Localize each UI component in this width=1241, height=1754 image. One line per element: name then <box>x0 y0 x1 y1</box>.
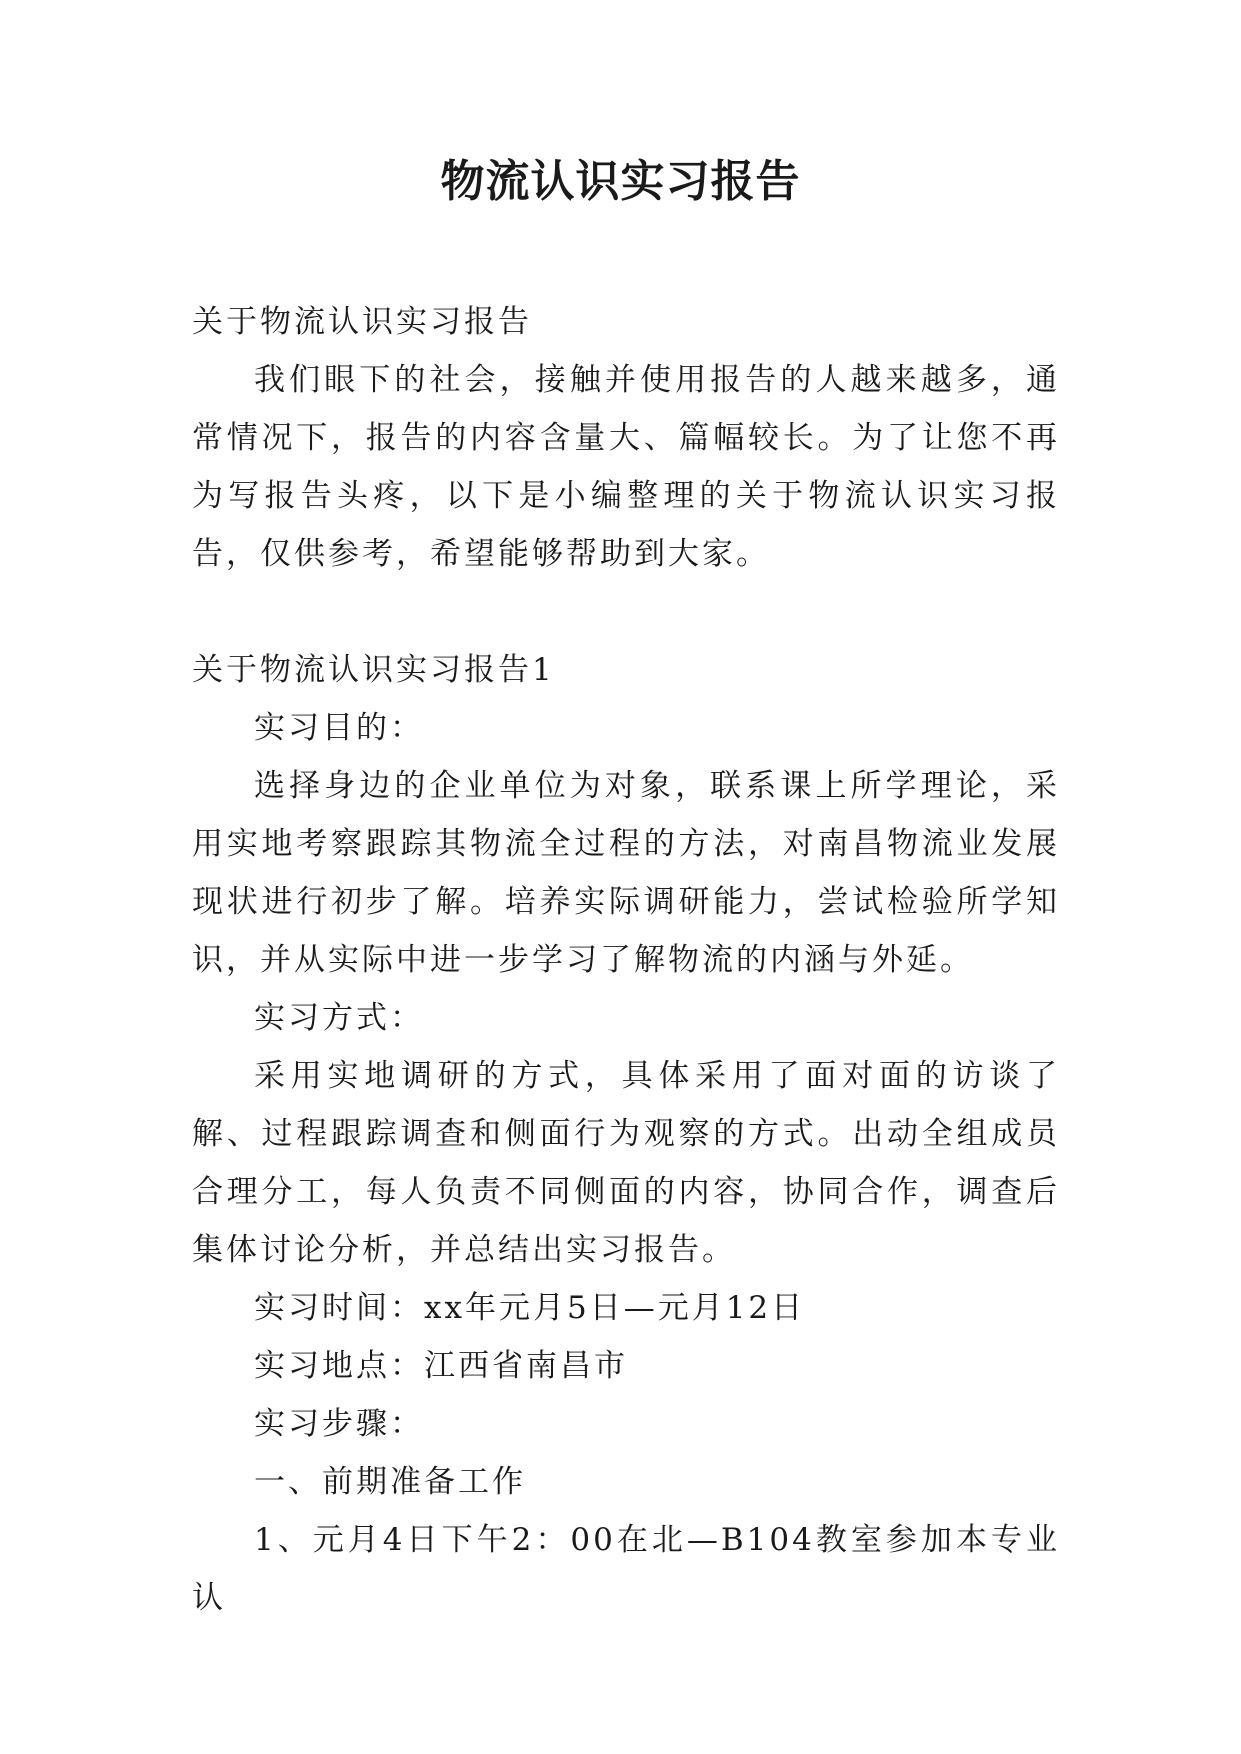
purpose-paragraph: 选择身边的企业单位为对象，联系课上所学理论，采用实地考察跟踪其物流全过程的方法，对南昌物流业发展现状进行初步了解。培养实际调研能力，尝试检验所学知识，并从实际中进一步学习了解物流的内涵与外延。 <box>192 768 1060 978</box>
steps-label: 实习步骤： <box>254 1406 424 1442</box>
section-heading: 关于物流认识实习报告 <box>192 304 532 340</box>
method-paragraph: 采用实地调研的方式，具体采用了面对面的访谈了解、过程跟踪调查和侧面行为观察的方式。出动全组成员合理分工，每人负责不同侧面的内容，协同合作，调查后集体讨论分析，并总结出实习报告。 <box>192 1058 1060 1268</box>
step-one-heading: 一、前期准备工作 <box>254 1464 526 1500</box>
paragraph-spacer <box>192 583 1060 641</box>
purpose-label: 实习目的： <box>254 710 424 746</box>
report-heading: 关于物流认识实习报告1 <box>192 652 555 688</box>
time-line: 实习时间：xx年元月5日—元月12日 <box>254 1290 806 1326</box>
step-one-item: 1、元月4日下午2：00在北—B104教室参加本专业认 <box>192 1522 1060 1616</box>
document-body <box>192 293 1060 1627</box>
method-label: 实习方式： <box>254 1000 424 1036</box>
document-title: 物流认识实习报告 <box>440 156 801 207</box>
intro-paragraph: 我们眼下的社会，接触并使用报告的人越来越多，通常情况下，报告的内容含量大、篇幅较长。为了让您不再为写报告头疼，以下是小编整理的关于物流认识实习报告，仅供参考，希望能够帮助到大家。 <box>192 362 1060 572</box>
location-line: 实习地点：江西省南昌市 <box>254 1348 628 1384</box>
